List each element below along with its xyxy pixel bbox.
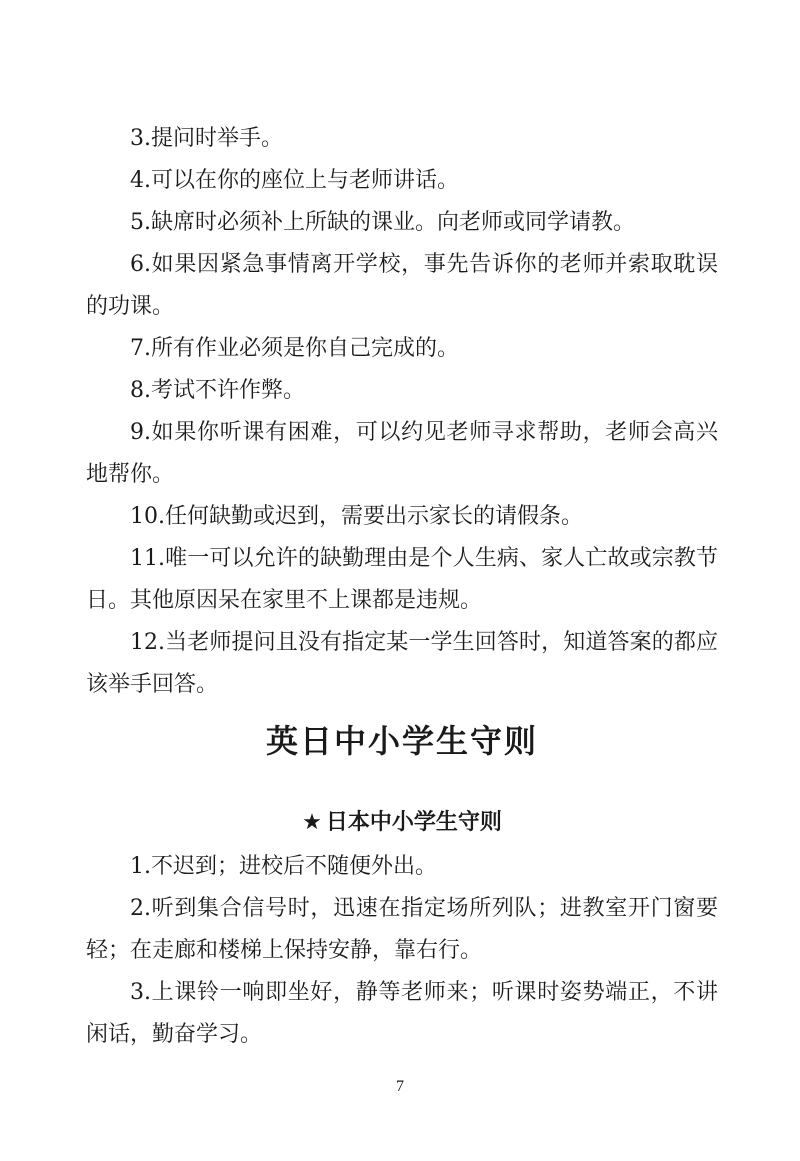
rule-item: 4.可以在你的座位上与老师讲话。	[130, 168, 459, 193]
rule-item: 8.考试不许作弊。	[130, 378, 305, 403]
rule-item: 10.任何缺勤或迟到，需要出示家长的请假条。	[130, 504, 583, 529]
rule-item: 9.如果你听课有困难，可以约见老师寻求帮助，老师会高兴地帮你。	[86, 420, 718, 487]
japan-rule-item: 3.上课铃一响即坐好，静等老师来；听课时姿势端正，不讲闲话，勤奋学习。	[86, 980, 718, 1047]
rule-item: 12.当老师提问且没有指定某一学生回答时，知道答案的都应该举手回答。	[86, 630, 718, 697]
rule-item: 3.提问时举手。	[130, 126, 283, 151]
japan-rule-item: 2.听到集合信号时，迅速在指定场所列队；进教室开门窗要轻；在走廊和楼梯上保持安静，靠右行。	[86, 896, 718, 963]
page-number: 7	[396, 1078, 404, 1095]
star-icon: ★	[302, 810, 322, 835]
subsection-title	[86, 805, 718, 836]
rule-item: 5.缺席时必须补上所缺的课业。向老师或同学请教。	[130, 210, 635, 235]
rule-item: 11.唯一可以允许的缺勤理由是个人生病、家人亡故或宗教节日。其他原因呆在家里不上课都是违规。	[86, 546, 718, 613]
rules-continued-list	[86, 118, 718, 706]
japan-rules-list	[86, 846, 718, 1056]
japan-rule-item: 1.不迟到；进校后不随便外出。	[130, 854, 437, 879]
section-title: 英日中小学生守则	[265, 722, 538, 760]
rule-item: 6.如果因紧急事情离开学校，事先告诉你的老师并索取耽误的功课。	[86, 252, 718, 319]
subsection-title-text: 日本中小学生守则	[325, 810, 502, 835]
rule-item: 7.所有作业必须是你自己完成的。	[130, 336, 459, 361]
